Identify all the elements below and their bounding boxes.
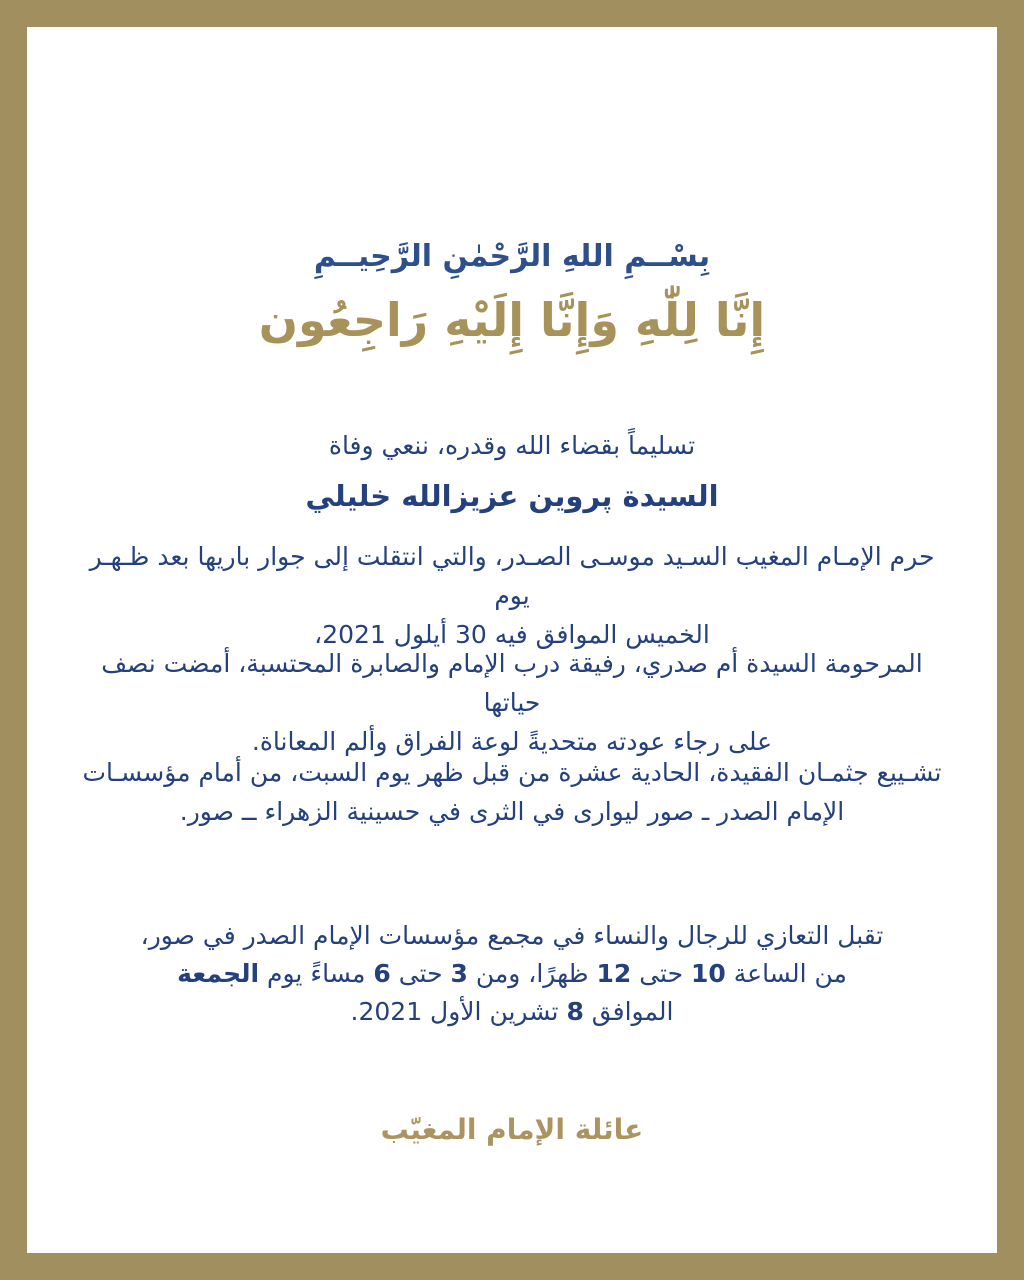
paragraph-line: على رجاء عودته متحديةً لوعة الفراق وألم المعاناة. — [251, 727, 773, 756]
paragraph-funeral-procession — [27, 753, 997, 831]
family-signature: عائلة الإمام المغيّب — [380, 1113, 644, 1146]
istirja-calligraphy: إِنَّا لِلّٰهِ وَإِنَّا إِلَيْهِ رَاجِعُون — [258, 293, 766, 347]
condolences-line-2: من الساعة 10 حتى 12 ظهرًا، ومن 3 حتى 6 مساءً يوم الجمعة — [177, 959, 847, 988]
paragraph-condolences-schedule — [27, 917, 997, 1031]
paragraph-line: المرحومة السيدة أم صدري، رفيقة درب الإمام والصابرة المحتسبة، أمضت نصف حياتها — [101, 649, 923, 717]
intro-line: تسليماً بقضاء الله وقدره، ننعي وفاة — [328, 431, 696, 460]
condolences-line-1: تقبل التعازي للرجال والنساء في مجمع مؤسسات الإمام الصدر في صور، — [140, 921, 884, 950]
paragraph-line: الخميس الموافق فيه 30 أيلول 2021، — [314, 620, 710, 649]
paragraph-line: الإمام الصدر ـ صور ليوارى في الثرى في حسينية الزهراء ــ صور. — [179, 797, 845, 826]
paragraph-line: تشـييع جثمـان الفقيدة، الحادية عشرة من قبل ظهر يوم السبت، من أمام مؤسسـات — [82, 758, 942, 787]
bismillah-calligraphy: بِسْــمِ اللهِ الرَّحْمٰنِ الرَّحِيــمِ — [313, 239, 711, 274]
paragraph-line: حرم الإمـام المغيب السـيد موسـى الصـدر، والتي انتقلت إلى جوار باريها بعد ظـهـر يوم — [89, 542, 935, 610]
card-frame — [27, 27, 997, 1253]
paragraph-death-details — [27, 537, 997, 654]
condolences-line-3: الموافق 8 تشرين الأول 2021. — [350, 997, 674, 1026]
paragraph-eulogy — [27, 644, 997, 761]
deceased-name: السيدة پروين عزيزالله خليلي — [305, 479, 719, 513]
